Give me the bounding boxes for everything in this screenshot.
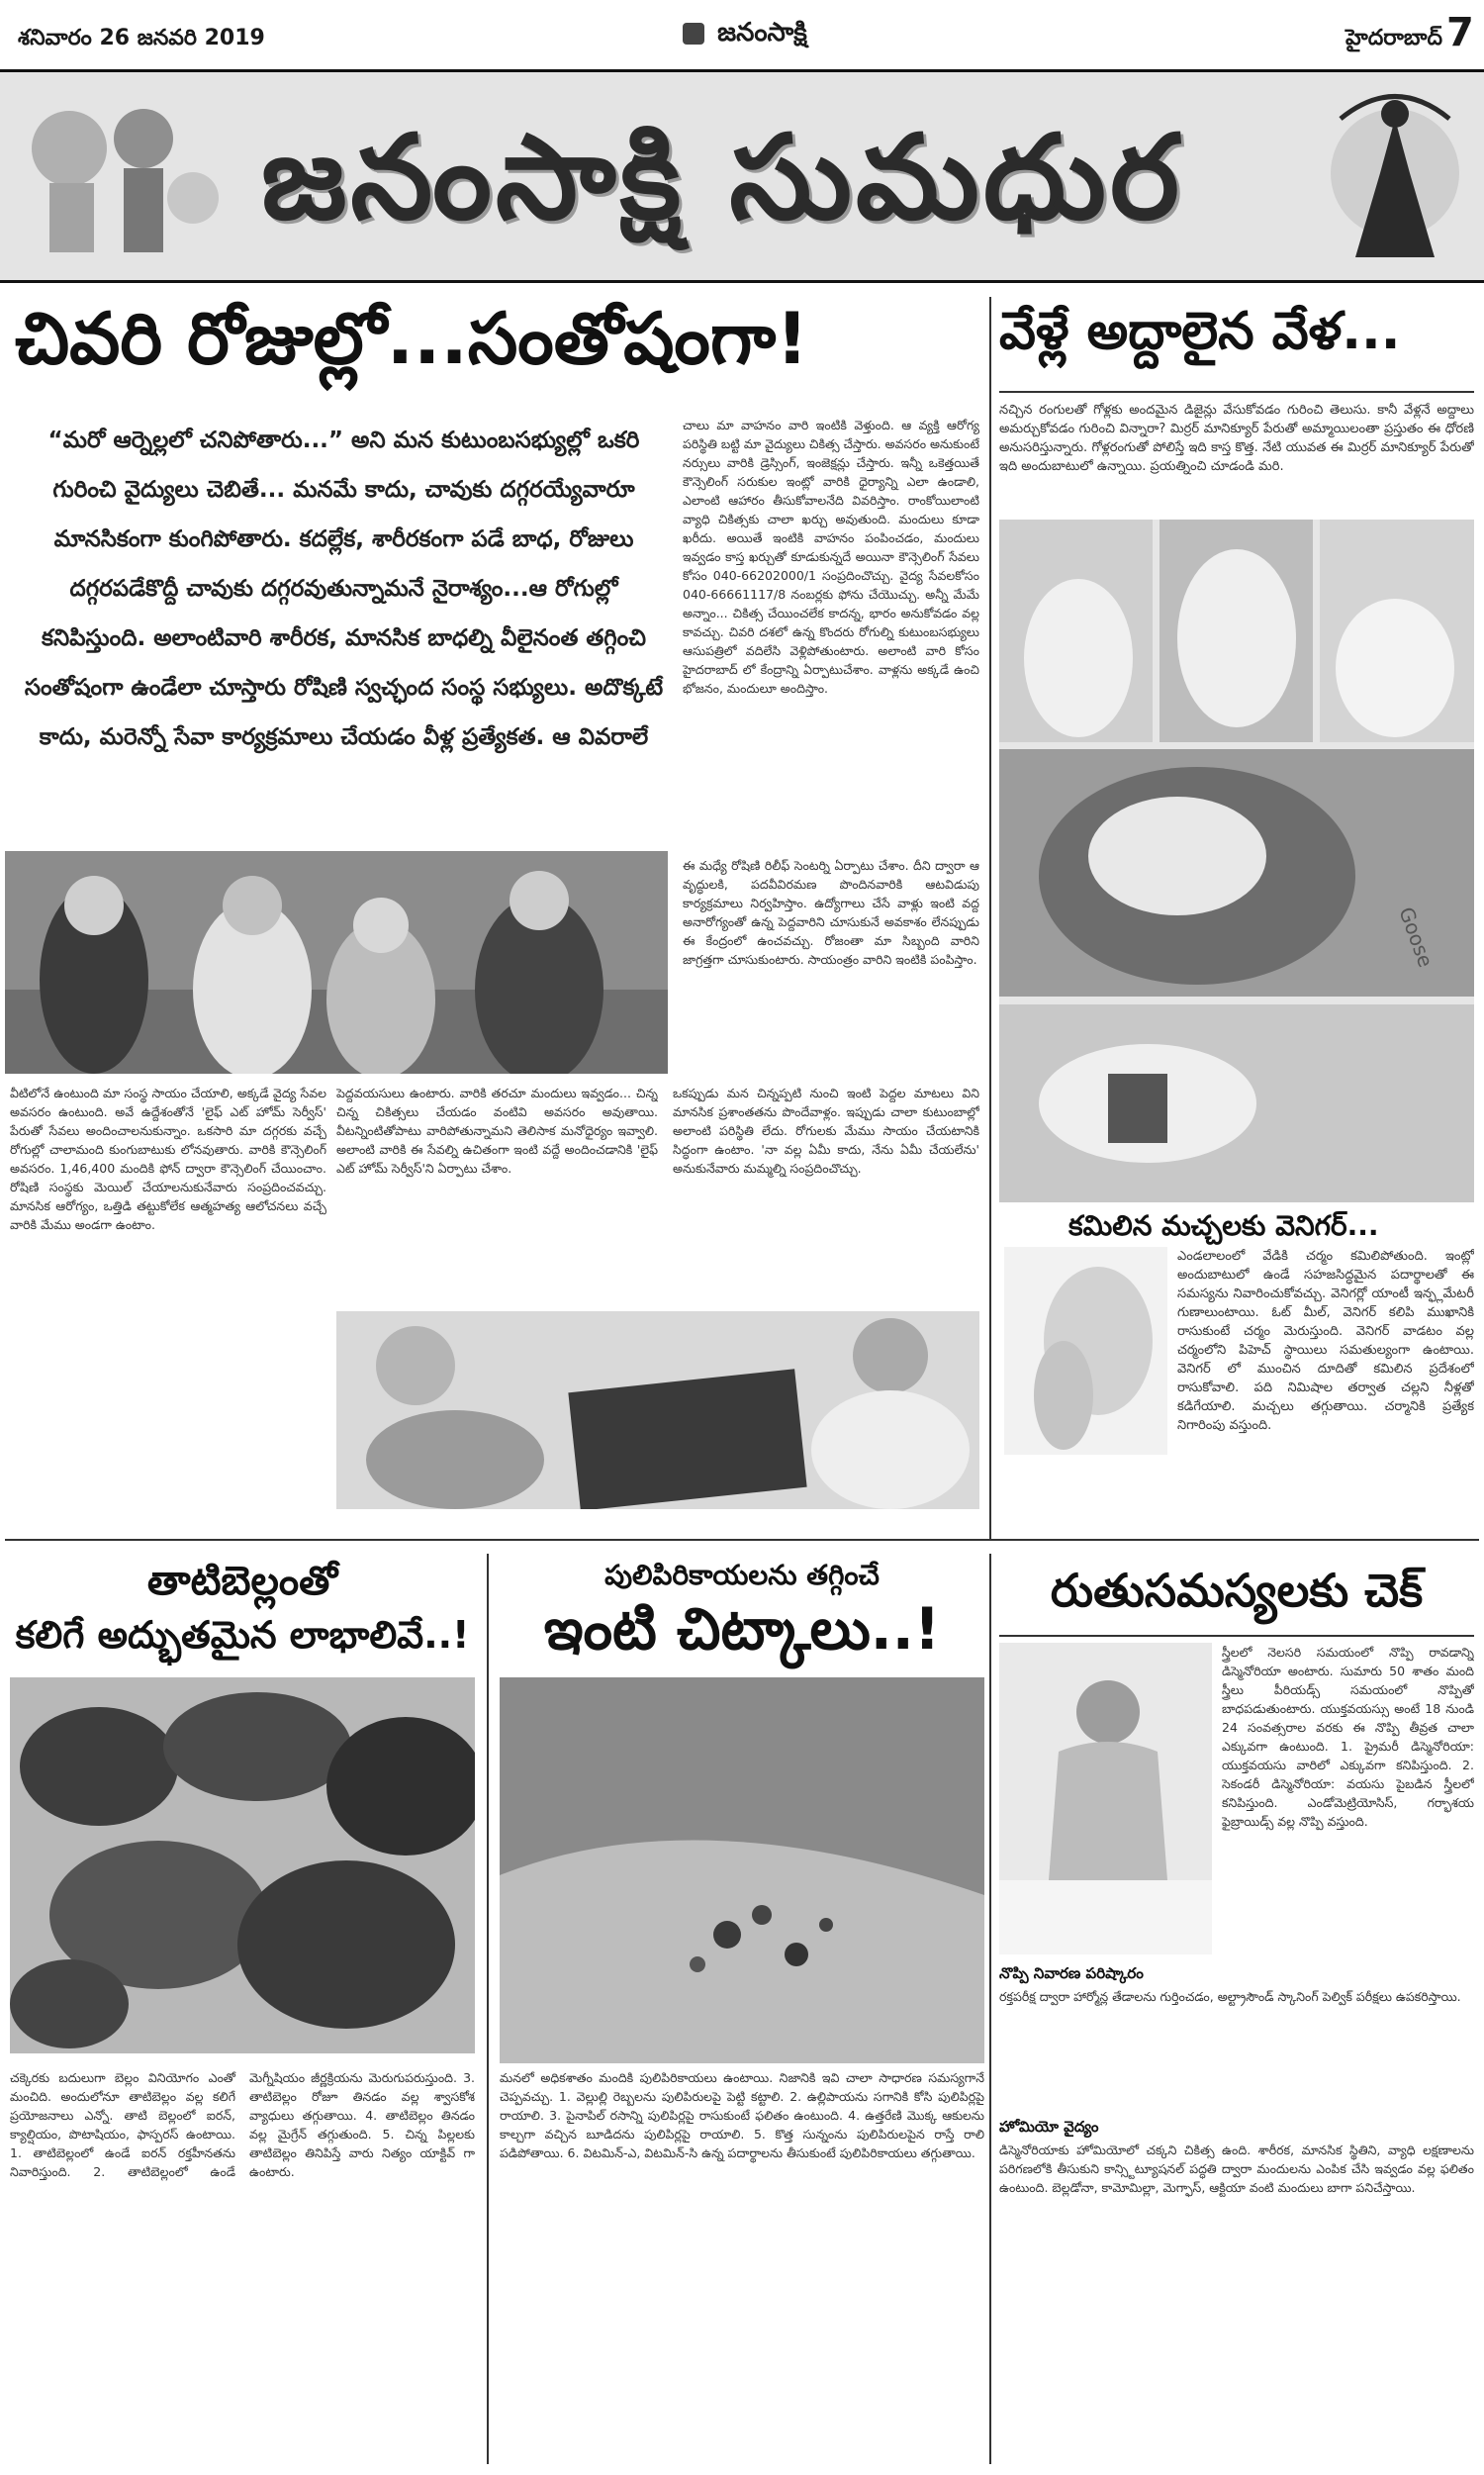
nails-rule (999, 391, 1474, 393)
dancer-emblem (1316, 79, 1474, 272)
lead-column-right-top: చాలు మా వాహనం వారి ఇంటికి వెళ్తుంది. ఆ వ్యక్తి ఆరోగ్య పరిస్థితి బట్టి మా వైద్యులు చికిత్స చేస్తారు. అవసరం అనుకుంటే నర్సులు వారికి డ్రెస్సింగ్, ఇంజెక్షన్లు చేస్తారు. ఇన్నీ ఒకెత్తయితే కౌన్సెలింగ్ సరుకుల ఇంట్లో వారికి ధైర్యాన్ని ఎలా ఉండాలి, ఎలాంటి ఆహారం తీసుకోవాలనేది వివరిస్తాం. రాంకోయిలాంటి వ్యాధి చికిత్సకు చాలా ఖర్చు అవుతుంది. మందులు కూడా ఖరీదు. అయితే ఇంటికి వాహనం పంపించడం, మందులు ఇవ్వడం కాస్త ఖర్చుతో కూడుకున్నదే అయినా కౌన్సెలింగ్ సేవలు కోసం 040-66202000/1 సంప్రదించొచ్చు. వైద్య సేవలకోసం 040-66661117/8 నంబర్లకు ఫోను చేయొచ్చు. అన్నీ మేమే అన్నాం... చికిత్స చేయించలేక కాదన్న, భారం అనుకోవడం వల్ల కావచ్చు. చివరి దశలో ఉన్న కొందరు రోగుల్ని కుటుంబసభ్యులు ఆసుపత్రిలో వదిలేసి వెళ్లిపోతుంటారు. అలాంటి వారి కోసం హైదరాబాద్ లో కేంద్రాన్ని ఏర్పాటుచేశాం. వాళ్లను అక్కడే ఉంచి భోజనం, మందులూ అందిస్తాం. (683, 418, 979, 696)
menstrual-headline: రుతుసమస్యలకు చెక్ (1050, 1564, 1424, 1617)
photo-watermark: Goose (1394, 904, 1438, 971)
logo-text: జనంసాక్షి (717, 18, 807, 48)
column-divider-2 (487, 1554, 489, 2464)
menstrual-rule (999, 1635, 1474, 1637)
remedies-kicker: పులిపిరికాయలను తగ్గించే (604, 1559, 880, 1591)
menstrual-subhead-diagnosis: నొప్పి నివారణ పరిష్కారం (999, 1964, 1144, 1982)
column-divider (989, 297, 991, 1539)
jaggery-headline-line2: కలిగే అద్భుతమైన లాభాలివే..! (15, 1613, 470, 1657)
lead-column-right-bottom: ఒకప్పుడు మన చిన్నప్పటి నుంచి ఇంటి పెద్దల మాటలు విని మానసిక ప్రశాంతతను పొందేవాళ్లం. ఇప్పుడు చాలా కుటుంబాల్లో అలాంటి పరిస్థితి లేదు. రోగులకు మేము సాయం చేయటానికి సిద్ధంగా ఉంటాం. 'నా వల్ల ఏమీ కాదు, నేను ఏమీ చేయలేను' అనుకునేవారు మమ్మల్ని సంప్రదించొచ్చు. (673, 1086, 979, 1176)
section-divider (5, 1539, 1479, 1541)
lead-headline: చివరి రోజుల్లో...సంతోషంగా! (15, 297, 809, 380)
paper-logo (683, 18, 807, 53)
nails-headline: వేళ్లే అద్దాలైన వేళ... (999, 302, 1401, 361)
menstrual-diagnosis-text: రక్తపరీక్ష ద్వారా హార్మోన్ల తేడాలను గుర్తించడం, అల్ట్రాసౌండ్ స్కానింగ్ పెల్విక్ పరీక్షలు ఉపకరిస్తాయి. (999, 1989, 1461, 2004)
column-divider-3 (989, 1554, 991, 2464)
issue-date: శనివారం 26 జనవరి 2019 (18, 26, 265, 50)
lead-column-left-bottom: వీటిలోనే ఉంటుంది మా సంస్థ సాయం చేయాలి, అక్కడే వైద్య సేవల అవసరం ఉంటుంది. అవే ఉద్దేశంతోనే 'లైఫ్ ఎట్ హోమ్ సెర్వీస్' పేరుతో సేవలు అందించాలనుకున్నాం. ఒకసారి మా దగ్గరకు వచ్చే రోగుల్లో చాలామంది కుంగుబాటుకు లోనవుతారు. వారికి కౌన్సెలింగ్ అవసరం. 1,46,400 మందికి ఫోన్ ద్వారా కౌన్సెలింగ్ చేయించాం. రోషిణి సంస్థకు మెయిల్ చేయాలనుకునేవారు సంప్రదించవచ్చు. మానసిక ఆరోగ్యం, ఒత్తిడి తట్టుకోలేక ఆత్మహత్య ఆలోచనలు వచ్చే వారికి మేము అండగా ఉంటాం. (10, 1086, 326, 1232)
lead-intro: “మరో ఆర్నెల్లలో చనిపోతారు...” అని మన కుటుంబసభ్యుల్లో ఒకరి గురించి వైద్యులు చెబితే... మనమే కాదు, చావుకు దగ్గరయ్యేవారూ మానసికంగా కుంగిపోతారు. కదల్లేక, శారీరకంగా పడే బాధ, రోజులు దగ్గరపడేకొద్దీ చావుకు దగ్గరవుతున్నామనే నైరాశ్యం...ఆ రోగుల్లో కనిపిస్తుంది. అలాంటివారి శారీరక, మానసిక బాధల్ని వీలైనంత తగ్గించి సంతోషంగా ఉండేలా చూస్తారు రోషిణి స్వచ్ఛంద సంస్థ సభ్యులు. అదొక్కటే కాదు, మరెన్నో సేవా కార్యక్రమాలు చేయడం వీళ్ల ప్రత్యేకత. ఆ వివరాలే (24, 428, 664, 750)
puzzle-photo (336, 1311, 979, 1509)
remedies-text: మనలో అధికశాతం మందికి పులిపిరికాయలు ఉంటాయి. నిజానికి ఇవి చాలా సాధారణ సమస్యగానే చెప్పవచ్చు. 1. వెల్లుల్లి రెబ్బలను పులిపిరులపై పెట్టి కట్టాలి. 2. ఉల్లిపాయను సగానికి కోసి పులిపిర్లపై రాయాలి. 3. పైనాపిల్ రసాన్ని పులిపిర్లపై రాసుకుంటే ఫలితం ఉంటుంది. 4. ఉత్తరేణి మొక్క ఆకులను కాల్చగా వచ్చిన బూడిదను పులిపిర్లపై రాయాలి. 5. కొత్త సున్నంను పులిపిరులపైన రాస్తే రాలి పడిపోతాయి. 6. విటమిన్-ఎ, విటమిన్-సి ఉన్న పదార్థాలను తీసుకుంటే పులిపిరికాయలు తగ్గుతాయి. (500, 2070, 984, 2160)
lead-column-right-mid: ఈ మధ్యే రోషిణి రిలీఫ్ సెంటర్ని ఏర్పాటు చేశాం. దీని ద్వారా ఆ వృద్ధులకి, పదవీవిరమణ పొందినవారికి ఆటవిడుపు కార్యక్రమాలు నిర్వహిస్తాం. ఉద్యోగాలు చేసే వాళ్లు ఇంటి వద్ద అనారోగ్యంతో ఉన్న పెద్దవారిని చూసుకునే అవకాశం లేనప్పుడు ఈ కేంద్రంలో ఉంచవచ్చు. రోజంతా మా సిబ్బంది వారిని జాగ్రత్తగా చూసుకుంటారు. సాయంత్రం వారిని ఇంటికి పంపిస్తాం. (683, 858, 979, 967)
group-photo (5, 851, 668, 1074)
menstrual-text: స్త్రీలలో నెలసరి సమయంలో నొప్పి రావడాన్ని డిస్మెనోరియా అంటారు. సుమారు 50 శాతం మంది స్త్రీలు పీరియడ్స్ సమయంలో నొప్పితో బాధపడుతుంటారు. యుక్తవయస్సు అంటే 18 నుండి 24 సంవత్సరాల వరకు ఈ నొప్పి తీవ్రత చాలా ఎక్కువగా ఉంటుంది. 1. ప్రైమరీ డిస్మెనోరియా: యుక్తవయసు వారిలో ఎక్కువగా కనిపిస్తుంది. 2. సెకండరీ డిస్మెనోరియా: వయసు పైబడిన స్త్రీలలో కనిపిస్తుంది. ఎండోమెట్రియోసిస్, గర్భాశయ ఫైబ్రాయిడ్స్ వల్ల నొప్పి వస్తుంది. (1222, 1645, 1474, 1829)
woman-photo (999, 1643, 1212, 1954)
lead-column-mid-bottom: పెద్దవయసులు ఉంటారు. వారికి తరచూ మందులు ఇవ్వడం... చిన్న చిన్న చికిత్సలు చేయడం వంటివి అవసరం అవుతాయి. వీటన్నింటితోపాటు వారిపోతున్నామని తెలిసాక మనోధైర్యం ఇవ్వాలి. అలాంటి వారికి ఈ సేవల్ని ఉచితంగా ఇంటి వద్దే అందించడానికి 'లైఫ్ ఎట్ హోమ్ సెర్వీస్'ని ఏర్పాటు చేశాం. (336, 1086, 658, 1176)
nails-text: నచ్చిన రంగులతో గోళ్లకు అందమైన డిజైన్లు వేసుకోవడం గురించి తెలుసు. కానీ వేళ్లనే అద్దాలు అమర్చుకోవడం గురించి విన్నారా? మిర్రర్ మానిక్యూర్ పేరుతో అమ్మాయిలంతా ప్రస్తుతం ఈ ధోరణి అనుసరిస్తున్నారు. గోళ్లరంగుతో పోలిస్తే ఇది కాస్త కొత్త. నేటి యువత ఈ మిర్రర్ మానిక్యూర్ పేరుతో ఇది అందుబాటులో ఉన్నాయి. ప్రయత్నించి చూడండి మరి. (999, 403, 1474, 474)
jaggery-photo (10, 1677, 475, 2053)
warts-photo (500, 1677, 984, 2063)
face-photo (1004, 1247, 1167, 1455)
vinegar-text: ఎండలాలంలో వేడికి చర్మం కమిలిపోతుంది. ఇంట్లో అందుబాటులో ఉండే సహజసిద్ధమైన పదార్థాలతో ఈ సమస్యను నివారించుకోవచ్చు. వెనిగర్లో యాంటీ ఇన్ఫ్లమేటరీ గుణాలుంటాయి. ఓట్ మీల్, వెనిగర్ కలిపి ముఖానికి రాసుకుంటే చర్మం మెరుస్తుంది. వెనిగర్ వాడటం వల్ల చర్మంలోని పిహెచ్ స్థాయిలు సమతుల్యంగా ఉంటాయి. వెనిగర్ లో ముంచిన దూదితో కమిలిన ప్రదేశంలో రాసుకోవాలి. పది నిమిషాల తర్వాత చల్లని నీళ్లతో కడిగేయాలి. మచ్చలు తగ్గుతాయి. చర్మానికి ప్రత్యేక నిగారింపు వస్తుంది. (1177, 1249, 1474, 1433)
menstrual-homeo-text: డిస్మెనోరియాకు హోమియోలో చక్కని చికిత్స ఉంది. శారీరక, మానసిక స్థితిని, వ్యాధి లక్షణాలను పరిగణలోకి తీసుకుని కాన్స్టిట్యూషనల్ పద్ధతి ద్వారా మందులను ఎంపిక చేసి ఇవ్వడం వల్ల ఫలితం ఉంటుంది. బెల్లడోనా, కామోమిల్లా, మెగ్ఫాస్, ఆక్టియా వంటి మందులు బాగా పనిచేస్తాయి. (999, 2142, 1474, 2195)
menstrual-subhead-homeo: హోమియో వైద్యం (999, 2118, 1099, 2136)
vinegar-headline: కమిలిన మచ్చలకు వెనిగర్... (1068, 1209, 1379, 1242)
nails-photo-collage (999, 520, 1474, 1202)
edition-city: హైదరాబాద్ (1345, 26, 1442, 50)
remedies-headline: ఇంటి చిట్కాలు..! (543, 1595, 941, 1663)
jaggery-headline-line1: తాటిబెల్లంతో (146, 1559, 338, 1604)
logo-icon (683, 23, 704, 45)
masthead-title: జనంసాక్షి సుమధుర (261, 109, 1183, 245)
page-number: 7 (1446, 10, 1474, 55)
jaggery-text: చక్కెరకు బదులుగా బెల్లం వినియోగం ఎంతో మంచిది. అందులోనూ తాటిబెల్లం వల్ల కలిగే ప్రయోజనాలు ఎన్నో. తాటి బెల్లంలో ఐరన్, క్యాల్షియం, పొటాషియం, ఫాస్పరస్ ఉంటాయి. 1. తాటిబెల్లంలో ఉండే ఐరన్ రక్తహీనతను నివారిస్తుంది. 2. తాటిబెల్లంలో ఉండే మెగ్నీషియం జీర్ణక్రియను మెరుగుపరుస్తుంది. 3. తాటిబెల్లం రోజూ తినడం వల్ల శ్వాసకోశ వ్యాధులు తగ్గుతాయి. 4. తాటిబెల్లం తినడం వల్ల మైగ్రేన్ తగ్గుతుంది. 5. చిన్న పిల్లలకు తాటిబెల్లం తినిపిస్తే వారు నిత్యం యాక్టివ్ గా ఉంటారు. (10, 2070, 475, 2179)
